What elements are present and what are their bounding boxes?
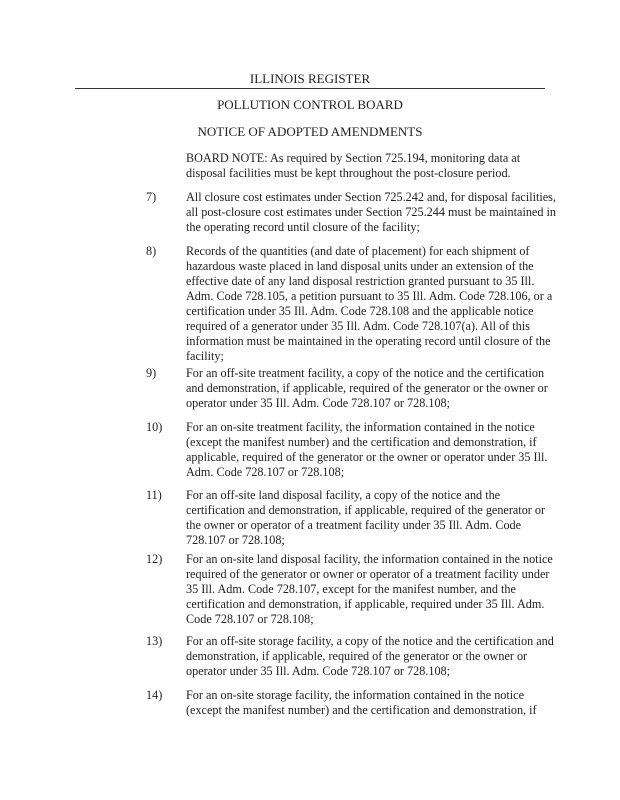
item-text: For an off-site land disposal facility, a copy of the notice and the certification and demonstration, if applicable, required of the generator or the owner or operator of a treatment facility under 35 Ill. Adm. Code 728.107 or 728.108;: [186, 488, 546, 547]
register-title: ILLINOIS REGISTER: [75, 71, 545, 89]
notice-title: NOTICE OF ADOPTED AMENDMENTS: [197, 124, 423, 139]
item-text: For an on-site storage facility, the information contained in the notice (except the manifest number) and the certification and demonstration, if: [186, 688, 537, 717]
item-text: For an off-site treatment facility, a copy of the notice and the certification and demonstration, if applicable, required of the generator or the owner or operator under 35 Ill. Adm. Code 728.107 or 728.108;: [186, 366, 548, 410]
list-item-11: [146, 488, 556, 548]
item-number: 11): [146, 488, 162, 502]
list-item-8: [146, 244, 556, 364]
item-number: 10): [146, 420, 163, 434]
item-number: 12): [146, 552, 163, 566]
list-item-7: [146, 190, 556, 235]
item-number: 13): [146, 634, 163, 648]
list-item-12: [146, 552, 556, 627]
item-number: 14): [146, 688, 163, 702]
item-number: 7): [146, 190, 157, 204]
list-item-10: [146, 420, 556, 480]
item-number: 9): [146, 366, 157, 380]
item-text: For an off-site storage facility, a copy of the notice and the certification and demonstration, if applicable, required of the generator or the owner or operator under 35 Ill. Adm. Code 728.107 or 728.108;: [186, 634, 554, 678]
list-item-9: [146, 366, 556, 411]
item-text: All closure cost estimates under Section 725.242 and, for disposal facilities, all post-closure cost estimates under Section 725.244 must be maintained in the operating record until closure of the facility;: [186, 190, 556, 234]
board-note: BOARD NOTE: As required by Section 725.194, monitoring data at disposal facilities must be kept throughout the post-closure period.: [186, 151, 521, 180]
list-item-14: [146, 688, 556, 718]
item-text: For an on-site land disposal facility, the information contained in the notice required of the generator or owner or operator of a treatment facility under 35 Ill. Adm. Code 728.107, except for the manifest number, and the certification and demonstration, if applicable, required under 35 Ill. Adm. Code 728.107 or 728.108;: [186, 552, 553, 626]
board-name: POLLUTION CONTROL BOARD: [217, 97, 403, 112]
item-number: 8): [146, 244, 157, 258]
item-text: Records of the quantities (and date of placement) for each shipment of hazardous waste placed in land disposal units under an extension of the effective date of any land disposal restriction granted pursuant to 35 Ill. Adm. Code 728.105, a petition pursuant to 35 Ill. Adm. Code 728.106, or a certification under 35 Ill. Adm. Code 728.108 and the applicable notice required of a generator under 35 Ill. Adm. Code 728.107(a). All of this information must be maintained in the operating record until closure of the facility;: [186, 244, 553, 363]
item-text: For an on-site treatment facility, the information contained in the notice (except the manifest number) and the certification and demonstration, if applicable, required of the generator or the owner or operator under 35 Ill. Adm. Code 728.107 or 728.108;: [186, 420, 548, 479]
list-item-13: [146, 634, 556, 679]
